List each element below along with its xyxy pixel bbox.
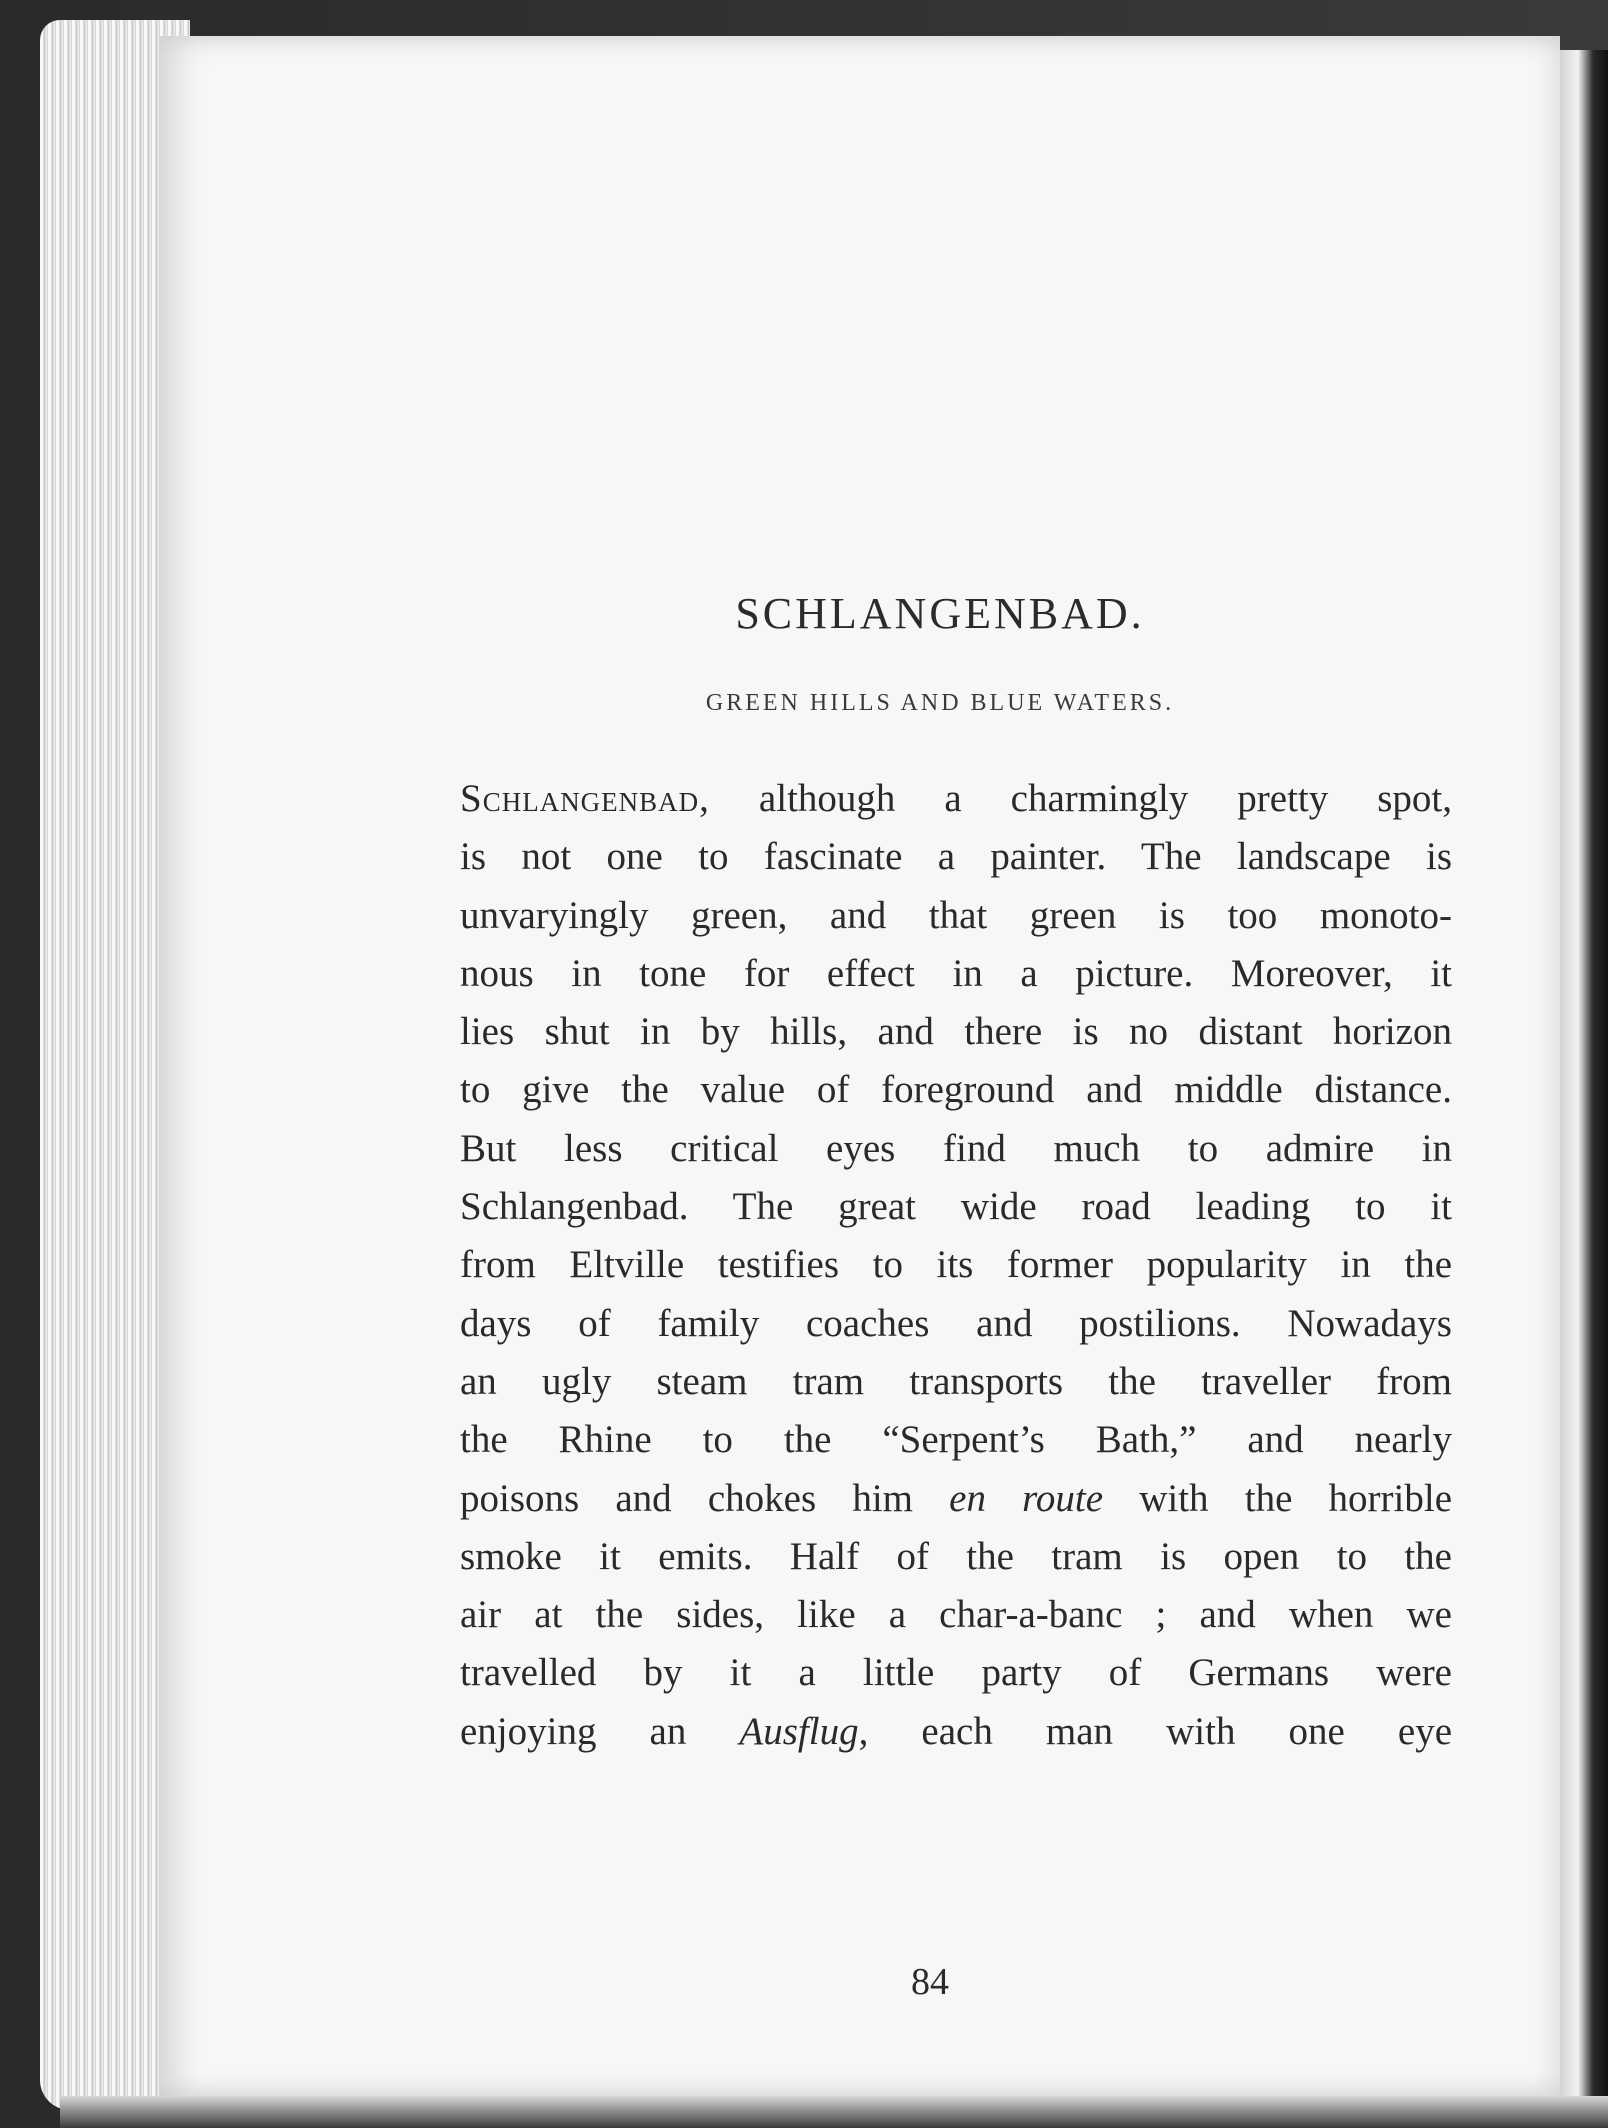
text-line: is not one to fascinate a painter. The landscape is: [460, 835, 1452, 879]
text-line: Schlangenbad. The great wide road leading to it: [460, 1185, 1452, 1229]
chapter-title: SCHLANGENBAD.: [735, 589, 1145, 638]
line-rest: although a charmingly pretty spot,: [709, 777, 1452, 820]
text-line: the Rhine to the “Serpent’s Bath,” and nearly: [460, 1418, 1452, 1462]
text-line: lies shut in by hills, and there is no distant horizon: [460, 1010, 1452, 1054]
text-line: unvaryingly green, and that green is too monoto-: [460, 893, 1452, 937]
text-line: air at the sides, like a char-a-banc ; and when we: [460, 1593, 1452, 1637]
text-line: travelled by it a little party of Germans were: [460, 1651, 1452, 1695]
line-post: , each man with one eye: [858, 1709, 1452, 1753]
book-right-edge: [1558, 50, 1608, 2120]
text-line: [460, 1703, 1452, 1761]
line-post: with the horrible: [1103, 1476, 1452, 1520]
small-caps-lead: Schlangenbad,: [460, 777, 710, 820]
line-pre: poisons and chokes him: [460, 1476, 950, 1520]
text-line: from Eltville testifies to its former popularity in the: [460, 1243, 1452, 1287]
italic-phrase: en route: [949, 1476, 1104, 1520]
text-line: smoke it emits. Half of the tram is open to the: [460, 1534, 1452, 1578]
text-line: to give the value of foreground and middle distance.: [460, 1068, 1452, 1112]
italic-phrase: Ausflug: [739, 1709, 859, 1753]
body-text: [460, 770, 1452, 1761]
page-number: 84: [911, 1961, 949, 2003]
text-line: days of family coaches and postilions. Nowadays: [460, 1301, 1452, 1345]
book-bottom-edge: [60, 2096, 1608, 2128]
line-pre: enjoying an: [460, 1709, 740, 1753]
text-line: But less critical eyes find much to admire in: [460, 1126, 1452, 1170]
text-line: [460, 770, 1452, 828]
text-line: [460, 1470, 1452, 1528]
text-line: an ugly steam tram transports the traveller from: [460, 1359, 1452, 1403]
chapter-subtitle: GREEN HILLS AND BLUE WATERS.: [705, 690, 1175, 716]
text-line: nous in tone for effect in a picture. Moreover, it: [460, 951, 1452, 995]
